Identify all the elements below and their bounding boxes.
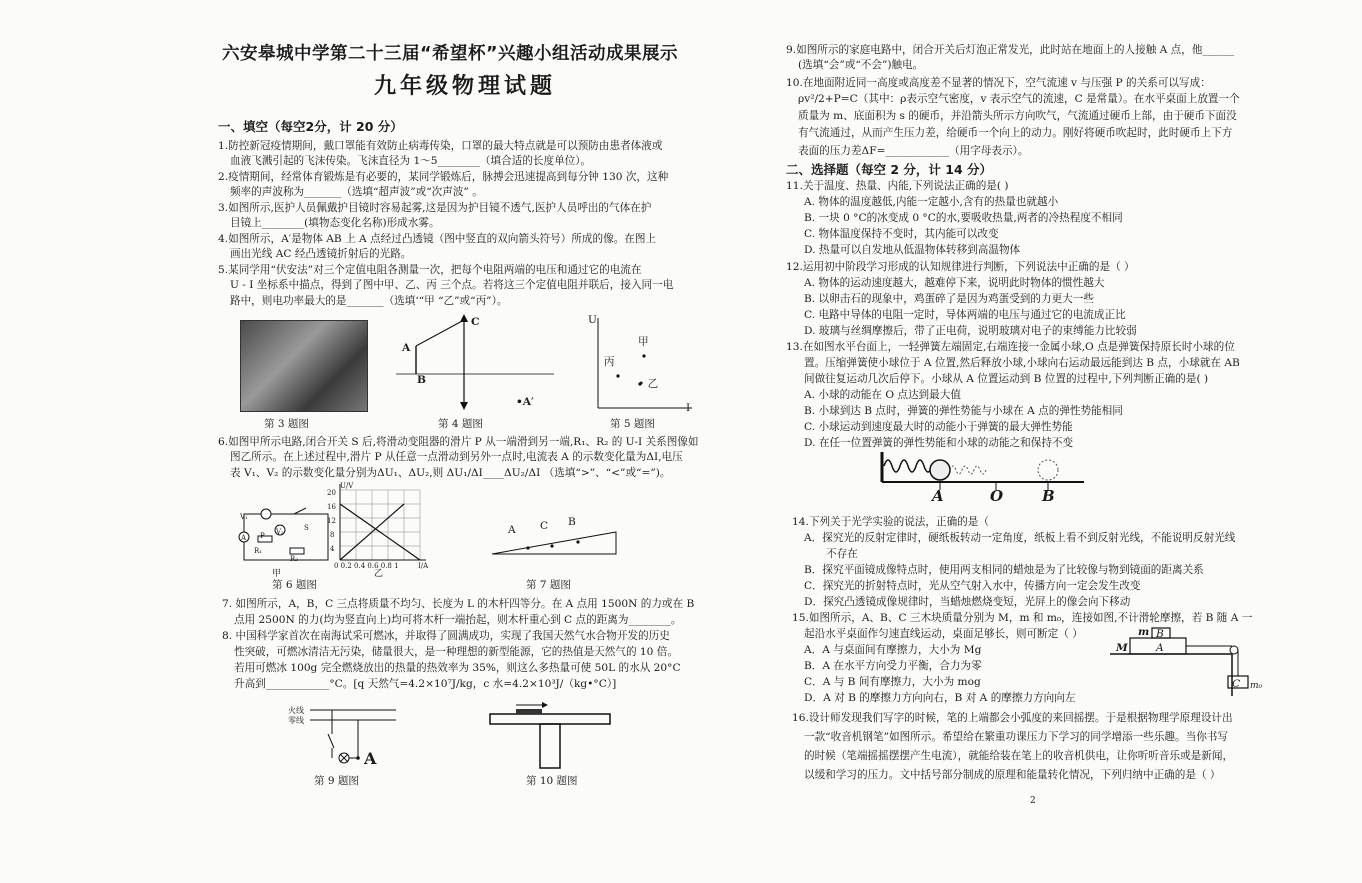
section-2-heading: 二、选择题（每空 2 分，计 14 分） (786, 162, 993, 177)
household-circuit (288, 704, 398, 768)
fig4-caption: 第 4 题图 (438, 418, 483, 430)
q15-option-d: D．A 对 B 的摩擦力方向向右，B 对 A 的摩擦力方向向左 (804, 692, 1076, 704)
q14-option-a-cont: 不存在 (826, 548, 858, 560)
q10-line-4: 有气流通过，从而产生压力差，给硬币一个向上的动力。刚好将硬币吹起时，此时硬币上下方 (798, 127, 1233, 139)
q15-stem-2: 起沿水平桌面作匀速直线运动，桌面足够长，则可断定（ ） (804, 628, 1083, 640)
q8-line-1: 8. 中国科学家首次在南海试采可燃冰，并取得了圆满成功，实现了我国天然气水合物开发的历史 (222, 630, 670, 642)
q6-line-3: 表 V₁、V₂ 的示数变化量分别为ΔU₁、ΔU₂,则 ΔU₁/ΔI____ΔU₂/ΔI （选填“>”、“<”或“=”)。 (230, 467, 671, 479)
lens-label-a: A (402, 342, 411, 354)
fig7-caption: 第 7 题图 (526, 579, 571, 591)
q16-line-1: 16.设计师发现我们写字的时候，笔的上端都会小弧度的来回摇摆。于是根据物理学原理设计出 (792, 712, 1233, 724)
q15-option-a: A．A 与桌面间有摩擦力，大小为 Mg (804, 644, 982, 656)
point-bing-label: 丙 (604, 356, 615, 368)
q6-line-1: 6.如图甲所示电路,闭合开关 S 后,将滑动变阻器的滑片 P 从一端滑到另一端,R₁、R₂ 的 U-I 关系图像如 (218, 436, 699, 448)
q16-line-3: 的时候（笔端摇摇摆摆产生电流），就能给装在笔上的收音机供电，让你听听音乐或是新闻， (804, 750, 1234, 762)
q13-stem-1: 13.在如图水平台面上，一轻弹簧左端固定,右端连接一金属小球,O 点是弹簧保持原长时小球的位 (786, 341, 1235, 353)
switch-label: S (304, 524, 309, 532)
spring-label-o: O (990, 487, 1004, 505)
q2-line-1: 2.疫情期间，经常体育锻炼是有必要的，某同学锻炼后，脉搏会迅速提高到每分钟 130 次，这种 (218, 171, 669, 183)
block-a-label: A (1156, 642, 1164, 654)
q2-line-2: 频率的声波称为_______（选填“超声波”或“次声波” 。 (230, 186, 483, 198)
q12-option-b: B. 以卵击石的现象中，鸡蛋碎了是因为鸡蛋受到的力更大一些 (804, 293, 1094, 305)
q14-option-b: B．探究平面镜成像特点时，使用两支相同的蜡烛是为了比较像与物到镜面的距离关系 (804, 564, 1204, 576)
axis-i-label: I (686, 402, 691, 414)
rod-label-a: A (508, 524, 516, 536)
v1-label: V₁ (240, 513, 248, 521)
block-b-label: B (1156, 628, 1164, 640)
axis-u-label: U (588, 314, 597, 326)
q9-line-1: 9.如图所示的家庭电路中，闭合开关后灯泡正常发光，此时站在地面上的人接触 A 点，他______ (786, 44, 1235, 56)
q15-option-b: B．A 在水平方向受力平衡，合力为零 (804, 660, 982, 672)
page-number: 2 (1030, 796, 1036, 806)
coin-table-diagram (486, 702, 616, 770)
q14-option-a: A．探究光的反射定律时，硬纸板转动一定角度，纸板上看不到反射光线，不能说明反射光线 (804, 532, 1236, 544)
r2-label: R₂ (290, 555, 299, 563)
q15-stem-1: 15.如图所示，A、B、C 三木块质量分别为 M，m 和 m₀，连接如图,不计滑轮摩擦，若 B 随 A 一 (792, 612, 1253, 624)
q11-option-d: D. 热量可以自发地从低温物体转移到高温物体 (804, 244, 1021, 256)
q1-line-1: 1.防控新冠疫情期间，戴口罩能有效防止病毒传染，口罩的最大特点就是可以预防由患者体液或 (218, 140, 663, 152)
ytick-12: 12 (327, 517, 336, 525)
q11-stem: 11.关于温度、热量、内能,下列说法正确的是( ) (786, 180, 1009, 192)
fig6-caption: 第 6 题图 (272, 579, 317, 591)
q4-line-2: 画出光线 AC 经凸透镜折射后的光路。 (230, 248, 412, 260)
q3-line-2: 目镜上________(填物态变化名称)形成水雾。 (230, 217, 440, 229)
q16-line-4: 以缓和学习的压力。文中括号部分制成的原理和能量转化情况，下列归纳中正确的是（ ） (804, 769, 1221, 781)
q5-line-3: 路中，则电功率最大的是_______（选填‘“甲 “乙”或“丙”）。 (230, 295, 508, 307)
q15-option-c: C．A 与 B 间有摩擦力，大小为 mog (804, 676, 981, 688)
graph-yi-label: 乙 (374, 569, 384, 579)
block-m-label: m (1138, 626, 1150, 638)
circuit-jia-label: 甲 (272, 569, 282, 579)
q14-option-c: C．探究光的折射特点时，光从空气射入水中，传播方向一定会发生改变 (804, 580, 1141, 592)
fig10-caption: 第 10 题图 (526, 775, 578, 787)
zero-line-label: 零线 (288, 716, 304, 725)
xticks: 0 0.2 0.4 0.6 0.8 1 (334, 562, 399, 570)
q12-option-d: D. 玻璃与丝绸摩擦后，带了正电荷，说明玻璃对电子的束缚能力比较弱 (804, 325, 1137, 337)
block-c-label: C (1232, 678, 1241, 690)
circuit-diagram (236, 500, 336, 568)
point-jia-label: 甲 (638, 336, 649, 348)
q13-option-d: D. 在任一位置弹簧的弹性势能和小球的动能之和保持不变 (804, 437, 1074, 449)
ammeter-label: A (241, 534, 247, 542)
q16-line-2: 一款“收音机钢笔”如图所示。希望给在繁重功课压力下学习的同学增添一些乐趣。当你书写 (804, 731, 1228, 743)
ytick-4: 4 (330, 545, 335, 553)
q3-line-1: 3.如图所示,医护人员佩戴护目镜时容易起雾,这是因为护目镜不透气,医护人员呼出的气体在护 (218, 202, 652, 214)
q5-line-2: U - I 坐标系中描点，得到了图中甲、乙、丙 三个点。若将这三个定值电阻并联后，接入同一电 (230, 279, 674, 291)
v2-label: V₂ (276, 528, 284, 536)
r1-label: R₁ (254, 547, 263, 555)
q13-option-c: C. 小球运动到速度最大时的动能小于弹簧的最大弹性势能 (804, 421, 1073, 433)
slider-label: P (260, 532, 265, 540)
q13-stem-3: 间做往复运动几次后停下。小球从 A 位置运动到 B 位置的过程中,下列判断正确的是( ) (804, 373, 1209, 385)
q14-stem: 14.下列关于光学实验的说法，正确的是（ (792, 516, 989, 528)
q14-option-d: D．探究凸透镜成像规律时，当蜡烛燃烧变短，光屏上的像会向下移动 (804, 596, 1131, 608)
lens-label-c: C (471, 316, 480, 328)
page-title: 九年级物理试题 (374, 74, 557, 99)
q1-line-2: 血液飞溅引起的飞沫传染。飞沫直径为 1～5________（填合适的长度单位）。 (230, 155, 592, 167)
q10-line-3: 质量为 m、底面积为 s 的硬币，并沿箭头所示方向吹气，气流通过硬币上部，由于硬币下面没 (798, 110, 1237, 122)
rod-label-c: C (540, 520, 549, 532)
spring-label-b: B (1042, 487, 1055, 505)
ytick-8: 8 (330, 531, 335, 539)
q10-line-2: ρv²/2+P=C（其中：ρ表示空气密度，v 表示空气的流速，C 是常量）。在水平桌面上放置一个 (798, 93, 1240, 105)
spring-label-a: A (932, 487, 944, 505)
q10-line-5: 表面的压力差ΔF=____________（用字母表示）。 (798, 145, 1029, 157)
spring-diagram (878, 448, 1088, 492)
fire-line-label: 火线 (288, 706, 304, 715)
ytick-16: 16 (327, 503, 336, 511)
q8-line-2: 性突破，可燃冰清洁无污染，储量很大，是一种理想的新型能源，它的热值是天然气的 10 倍。 (234, 646, 678, 658)
section-1-heading: 一、填空（每空2分，计 20 分） (218, 119, 403, 134)
q12-option-c: C. 电路中导体的电阻一定时，导体两端的电压与通过它的电流成正比 (804, 309, 1126, 321)
ytick-20: 20 (327, 489, 336, 497)
block-bigm-label: M (1116, 642, 1128, 654)
lens-label-b: B (417, 374, 426, 386)
q12-stem: 12.运用初中阶段学习形成的认知规律进行判断，下列说法中正确的是（ ） (786, 261, 1135, 273)
q10-line-1: 10.在地面附近同一高度或高度差不显著的情况下，空气流速 v 与压强 P 的关系可以写成： (786, 77, 1211, 89)
q7-line-1: 7. 如图所示，A，B，C 三点将质量不均匀、长度为 L 的木杆四等分。在 A 点用 1500N 的力或在 B (222, 598, 695, 610)
q8-line-4: 升高到____________°C。[q 天然气=4.2×10⁷J/kg，c 水=4.2×10³J/（kg•°C）] (234, 678, 617, 690)
block-m0-label: m₀ (1250, 681, 1263, 691)
q6-line-2: 图乙所示。在上述过程中,滑片 P 从任意一点滑动到另外一点时,电流表 A 的示数变化量为ΔI,电压 (230, 451, 683, 463)
axis-ia-label: I/A (418, 562, 429, 570)
q13-stem-2: 置。压缩弹簧使小球位于 A 位置,然后释放小球,小球向右运动最远能到达 B 点，小球就在 AB (804, 357, 1240, 369)
q8-line-3: 若用可燃冰 100g 完全燃烧放出的热量的热效率为 35%，则这么多热量可使 50L 的水从 20°C (234, 662, 681, 674)
fig3-caption: 第 3 题图 (264, 418, 309, 430)
q12-option-a: A. 物体的运动速度越大，越难停下来，说明此时物体的惯性越大 (804, 277, 1105, 289)
point-a-label: A (364, 749, 377, 768)
ui-line-graph (328, 482, 428, 568)
q13-option-b: B. 小球到达 B 点时，弹簧的弹性势能与小球在 A 点的弹性势能相同 (804, 405, 1123, 417)
q11-option-b: B. 一块 0 °C的冰变成 0 °C的水,要吸收热量,两者的冷热程度不相同 (804, 212, 1123, 224)
point-yi-label: • 乙 (638, 378, 659, 390)
q9-line-2: (选填“会”或“不会”)触电。 (798, 59, 924, 71)
q13-option-a: A. 小球的动能在 O 点达到最大值 (804, 389, 961, 401)
exam-header: 六安皋城中学第二十三届“希望杯”兴趣小组活动成果展示 (222, 44, 679, 64)
q11-option-c: C. 物体温度保持不变时，其内能可以改变 (804, 228, 999, 240)
q5-line-1: 5.某同学用“伏安法”对三个定值电阻各测量一次，把每个电阻两端的电压和通过它的电流在 (218, 264, 642, 276)
fig9-caption: 第 9 题图 (314, 775, 359, 787)
q4-line-1: 4.如图所示，A′是物体 AB 上 A 点经过凸透镜（图中竖直的双向箭头符号）所成的像。在图上 (218, 233, 657, 245)
lens-label-aprime: •A′ (516, 396, 534, 408)
fig5-caption: 第 5 题图 (610, 418, 655, 430)
goggles-photo (240, 320, 368, 412)
axis-uv-label: U/V (340, 482, 354, 490)
q7-line-2: 点用 2500N 的力(均为竖直向上)均可将木杆一端抬起，则木杆重心到 C 点的距离为________。 (234, 614, 682, 626)
rod-label-b: B (568, 516, 576, 528)
q11-option-a: A. 物体的温度越低,内能一定越小,含有的热量也就越小 (804, 196, 1059, 208)
